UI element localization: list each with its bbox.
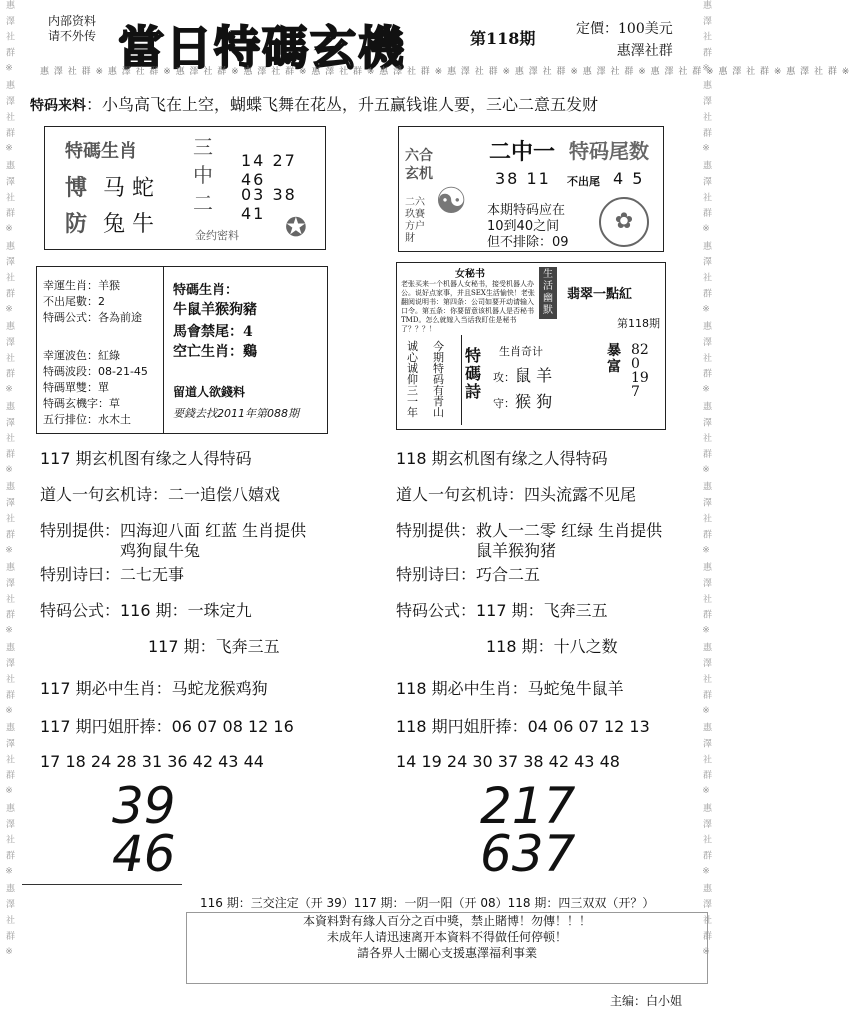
zodiac-trick-title: 生肖奇计: [499, 345, 543, 358]
range-hint-1: 本期特码应在: [487, 203, 566, 218]
left-line-2: 道人一句玄机诗：二一追偿八嬉戏: [40, 485, 281, 504]
lucky-value-1: 2: [98, 295, 105, 308]
header-notice-line2: 请不外传: [48, 29, 97, 43]
left-line-1: 117 期玄机图有缘之人得特码: [40, 449, 252, 468]
story-title: 女秘书: [455, 269, 485, 280]
void-zodiac-value: 鷄: [243, 344, 257, 360]
lucky-info-panel: [36, 266, 328, 434]
right-line-9: 14 19 24 30 37 38 42 43 48: [396, 752, 620, 771]
humor-badge: 生活幽默: [539, 267, 557, 319]
numbers-row-2: 03 38 41: [241, 185, 297, 223]
exclude-tail-label: 不出尾: [567, 175, 600, 188]
humor-poem-panel: [396, 262, 666, 430]
left-line-6: 117 期：飞奔三五: [148, 637, 280, 656]
left-line-3a: 特别提供：四海迎八面 红蓝 生肖提供: [40, 521, 307, 540]
group-name: 惠澤社群: [616, 43, 673, 59]
defend-zodiac: 猴 狗: [515, 392, 553, 411]
tail-number-panel: [398, 126, 664, 252]
left-line-3b: 鸡狗鼠牛兔: [120, 541, 201, 560]
lucky-label-2: 特碼公式：: [43, 311, 98, 324]
right-line-2: 道人一句玄机诗：四头流露不见尾: [396, 485, 637, 504]
left-line-4: 特别诗曰：二七无事: [40, 565, 185, 584]
special-zodiac-animals: 牛鼠羊猴狗豬: [173, 302, 257, 318]
lucky-label-3: 幸運波色：: [43, 349, 98, 362]
exclude-tail-values: 4 5: [613, 169, 645, 188]
range-hint-3: 但不排除：: [487, 235, 553, 250]
lucky-label-6: 特碼玄機字：: [43, 397, 109, 410]
lucky-label-7: 五行排位：: [43, 413, 98, 426]
lucky-label-1: 不出尾數：: [43, 295, 98, 308]
price-block: [576, 18, 673, 62]
lucky-value-0: 羊猴: [98, 279, 120, 292]
left-line-9: 17 18 24 28 31 36 42 43 44: [40, 752, 264, 771]
right-line-3b: 鼠羊猴狗猪: [476, 541, 557, 560]
jade-red-title: 翡翠一點紅: [567, 287, 633, 302]
watermark-strip: 惠 澤 社 群 ※ 惠 澤 社 群 ※ 惠 澤 社 群 ※ 惠 澤 社 群 ※ 惠 澤 社 群 ※ 惠 澤 社 群 ※ 惠 澤 社 群 ※ 惠 澤 社 群 ※ 惠 澤 社 群 ※ 惠 澤 社 群 ※ 惠 澤 社 群 ※ 惠 澤 社 群 ※: [40, 67, 850, 77]
humor-story: [401, 265, 539, 333]
footer-divider: [22, 884, 182, 885]
zodiac-panel: [44, 126, 326, 250]
header-notice: [48, 14, 96, 44]
rich-numbers: 820 197: [631, 342, 649, 400]
special-zodiac-title: 特碼生肖：: [173, 283, 239, 298]
bet-label: 博: [65, 175, 88, 201]
jade-red-issue: 第118期: [617, 317, 660, 330]
header-notice-line1: 内部资料: [48, 14, 97, 28]
attack-zodiac: 鼠 羊: [515, 366, 553, 385]
stamp-text: 金约密料: [195, 229, 239, 242]
range-hint-3-value: 09: [552, 235, 569, 250]
defend-label: 守：: [493, 397, 515, 410]
sincere-column: [401, 335, 462, 425]
lucky-value-4: 08-21-45: [98, 365, 148, 378]
notice-line-3: 請各界人士關心支援惠澤福利事業: [356, 946, 537, 960]
lucky-value-6: 草: [109, 397, 120, 410]
guard-label: 防: [65, 211, 88, 237]
left-line-7: 117 期必中生肖：马蛇龙猴鸡狗: [40, 679, 268, 698]
attack-label: 攻：: [493, 371, 515, 384]
lucky-label-5: 特碼單雙：: [43, 381, 98, 394]
right-line-6: 118 期：十八之数: [486, 637, 618, 656]
right-line-4: 特别诗曰：巧合二五: [396, 565, 541, 584]
price-label: 定價：100美元: [576, 21, 673, 37]
editor-credit: 主编：白小姐: [610, 994, 683, 1008]
lucky-list: [37, 267, 164, 433]
two-in-one-label: 二中一: [489, 139, 556, 165]
lucky-value-7: 水木土: [98, 413, 131, 426]
sincere-text: 诚心诚仰三一年: [407, 340, 418, 419]
right-line-5: 特码公式：117 期：飞奔三五: [396, 601, 608, 620]
notice-line-2: 未成年人请迅速离开本資料不得做任何停顿！: [326, 930, 567, 944]
left-line-8: 117 期円姐肝捧：06 07 08 12 16: [40, 717, 294, 736]
notice-line-1: 本資料對有緣人百分之百中獎，禁止賭博！勿傳！！！: [302, 914, 591, 928]
right-line-8: 118 期円姐肝捧：04 06 07 12 13: [396, 717, 650, 736]
rich-label: 暴富: [607, 343, 621, 375]
issue-number: 第118期: [470, 29, 536, 48]
left-border-watermark: 惠 澤 社 群 ※ 惠 澤 社 群 ※ 惠 澤 社 群 ※ 惠 澤 社 群 ※ 惠 澤 社 群 ※ 惠 澤 社 群 ※ 惠 澤 社 群 ※ 惠 澤 社 群 ※ 惠 澤 社 群 ※ 惠 澤 社 群 ※ 惠 澤 社 群 ※ 惠 澤 社 群 ※: [4, 0, 14, 959]
right-line-3a: 特别提供：救人一二零 红绿 生肖提供: [396, 521, 663, 540]
range-hint: [487, 203, 569, 251]
ad-text: 要錢去找2011年第088期: [173, 407, 299, 420]
source-text: ：小鸟高飞在上空，蝴蝶飞舞在花丛，升五赢钱谁人要，三心二意五发财: [86, 95, 599, 114]
story-text: 老张买来一个机器人女秘书，接受机器人办公。说好点家事，并且SEX生活愉快！老张翻阅说明书：第四条：公司如要开动请输入口令。第五条：你要留意该机器人是否秘书TMD。怎么就嫁入当话我盯住是秘书了？？？！: [401, 280, 535, 333]
official-seal-icon: ✿: [599, 197, 649, 247]
source-label: 特码来料: [30, 98, 86, 114]
source-line: [30, 92, 598, 115]
panel-b-caption: 二六玖賽方户財: [405, 197, 425, 244]
poem-title: 特碼詩: [465, 346, 482, 401]
tail-title: 特码尾数: [569, 139, 649, 163]
zodiac-panel-title: 特碼生肖: [65, 141, 137, 162]
sage-figure-icon: ☯: [435, 181, 468, 222]
lucky-value-3: 紅綠: [98, 349, 120, 362]
star-seal-icon: ✪: [285, 213, 307, 243]
lucky-label-4: 特碼波段：: [43, 365, 98, 378]
lucky-label-0: 幸運生肖：: [43, 279, 98, 292]
poem-label: 今期特码有青山: [433, 340, 444, 419]
right-border-watermark: 惠 澤 社 群 ※ 惠 澤 社 群 ※ 惠 澤 社 群 ※ 惠 澤 社 群 ※ 惠 澤 社 群 ※ 惠 澤 社 群 ※ 惠 澤 社 群 ※ 惠 澤 社 群 ※ 惠 澤 社 群 ※ 惠 澤 社 群 ※ 惠 澤 社 群 ※ 惠 澤 社 群 ※: [701, 0, 711, 959]
two-in-one-numbers: 38 11: [495, 169, 551, 188]
lucky-value-5: 單: [98, 381, 109, 394]
right-handwritten-numbers: 217 637: [480, 777, 576, 883]
six-mystic-label: 六合玄机: [405, 148, 433, 182]
guard-zodiac: 兔 牛: [103, 212, 154, 237]
lucky-value-2: 各為前途: [98, 311, 142, 324]
banned-tail-value: 4: [243, 324, 253, 340]
left-line-5: 特码公式：116 期：一珠定九: [40, 601, 252, 620]
ad-title: 留道人欲錢料: [173, 385, 246, 399]
numbers-row-1: 14 27 46: [241, 151, 297, 189]
right-line-1: 118 期玄机图有缘之人得特码: [396, 449, 608, 468]
left-handwritten-numbers: 39 46: [112, 777, 176, 883]
banned-tail-label: 馬會禁尾：: [173, 324, 243, 340]
three-in-two-label: 三中二: [193, 135, 213, 215]
right-line-7: 118 期必中生肖：马蛇兔牛鼠羊: [396, 679, 624, 698]
bet-zodiac: 马 蛇: [103, 176, 154, 201]
range-hint-2: 10到40之间: [487, 219, 560, 234]
void-zodiac-label: 空亡生肖：: [173, 344, 243, 360]
history-line: 116 期：三交注定（开 39）117 期：一阴一阳（开 08）118 期：四三双双（开？）: [200, 896, 655, 910]
notice-box: [186, 912, 708, 984]
page-title: 當日特碼玄機: [118, 21, 406, 75]
